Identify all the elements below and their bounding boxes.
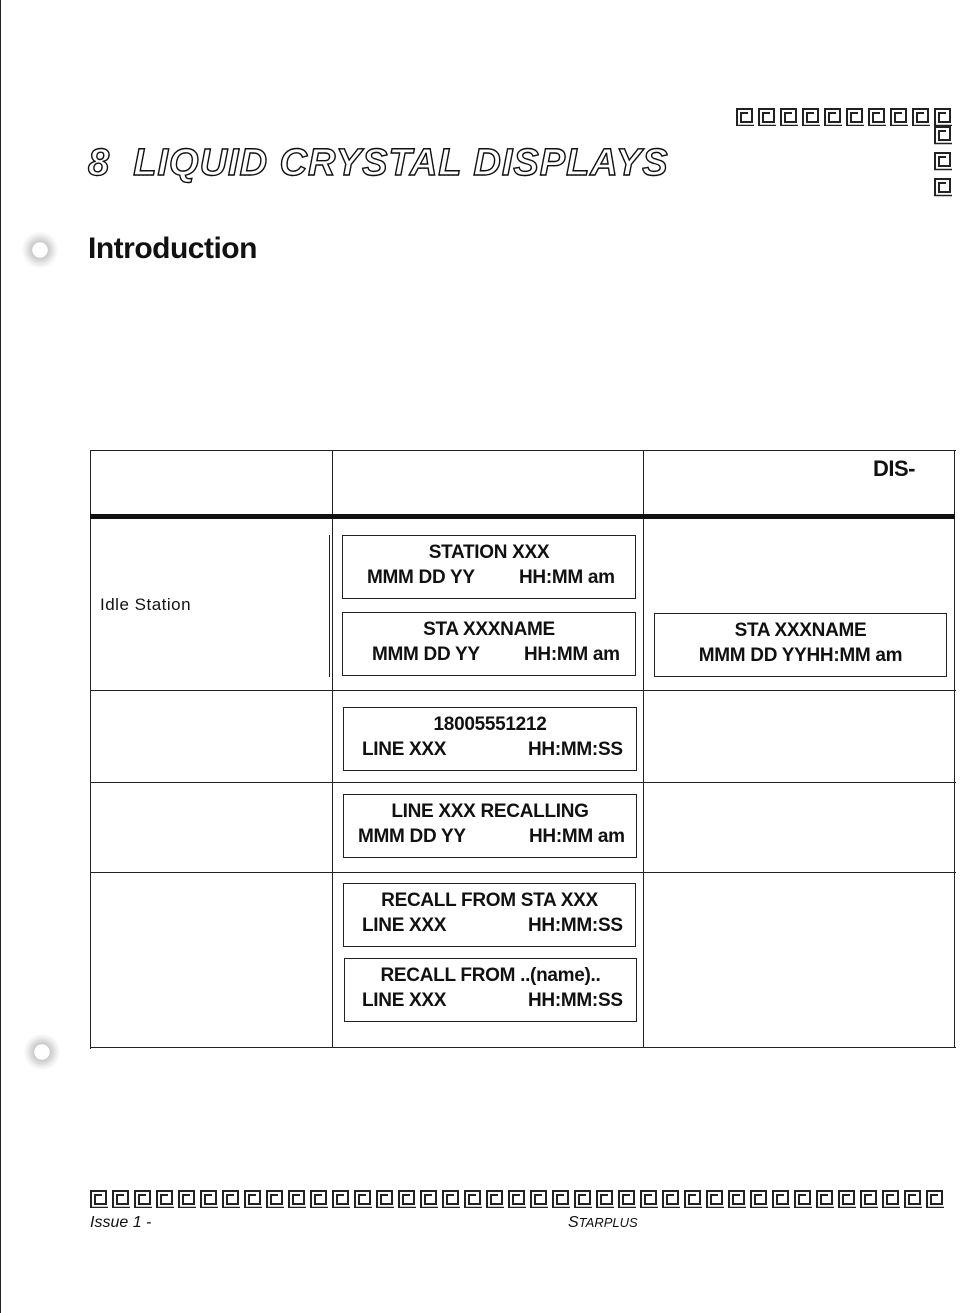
row-label-idle-station: Idle Station (100, 595, 192, 614)
greek-key-border-side (932, 126, 954, 204)
lcd-line-1: RECALL FROM STA XXX (381, 890, 598, 911)
binder-hole-icon (22, 232, 58, 268)
lcd-line-2-right: HH:MM am (529, 826, 625, 847)
footer-brand-rest: TARPLUS (578, 1215, 638, 1230)
section-title: Introduction (88, 232, 257, 265)
table-divider (954, 450, 955, 1048)
table-divider (329, 535, 330, 677)
lcd-display (343, 883, 636, 947)
lcd-display (654, 613, 947, 677)
lcd-display (342, 612, 636, 676)
footer-issue: Issue 1 - (90, 1214, 152, 1231)
lcd-line-1: 18005551212 (433, 714, 547, 735)
table-row-rule (90, 872, 956, 873)
table-header-display: DIS- (873, 456, 915, 481)
lcd-line-2-left: LINE XXX (362, 915, 447, 936)
binder-hole-icon (24, 1034, 60, 1070)
lcd-display (343, 707, 637, 771)
lcd-line-2-left: MMM DD YY (358, 826, 466, 847)
lcd-line-1: RECALL FROM ..(name).. (380, 965, 601, 986)
chapter-title: 8 LIQUID CRYSTAL DISPLAYS (88, 142, 669, 184)
lcd-line-2: MMM DD YYHH:MM am (698, 645, 903, 666)
table-row-rule (90, 782, 956, 783)
lcd-line-2-left: LINE XXX (362, 739, 447, 760)
footer-brand (568, 1214, 638, 1232)
table-header-rule (90, 514, 955, 519)
table-row-rule (90, 690, 956, 691)
table-divider (643, 450, 644, 1048)
lcd-display (342, 535, 636, 599)
lcd-line-2-left: LINE XXX (362, 990, 447, 1011)
lcd-display (344, 958, 637, 1022)
footer-brand-initial: S (568, 1214, 579, 1231)
greek-key-border-bottom (90, 1190, 956, 1208)
lcd-line-2-left: MMM DD YY (367, 567, 475, 588)
greek-key-border-top (736, 108, 954, 126)
lcd-line-2-left: MMM DD YY (372, 644, 480, 665)
lcd-display (343, 794, 637, 858)
lcd-line-2-right: HH:MM am (524, 644, 620, 665)
lcd-line-2-right: HH:MM:SS (528, 915, 623, 936)
lcd-line-1: STA XXXNAME (423, 619, 555, 640)
lcd-line-2-right: HH:MM am (519, 567, 615, 588)
lcd-line-1: LINE XXX RECALLING (391, 801, 589, 822)
table-divider (332, 450, 333, 1048)
lcd-line-1: STATION XXX (428, 542, 550, 563)
lcd-line-2-right: HH:MM:SS (528, 739, 623, 760)
lcd-line-2-right: HH:MM:SS (528, 990, 623, 1011)
page-left-edge (0, 0, 1, 1313)
lcd-line-1: STA XXXNAME (734, 620, 867, 641)
table-row-rule (90, 1047, 956, 1048)
